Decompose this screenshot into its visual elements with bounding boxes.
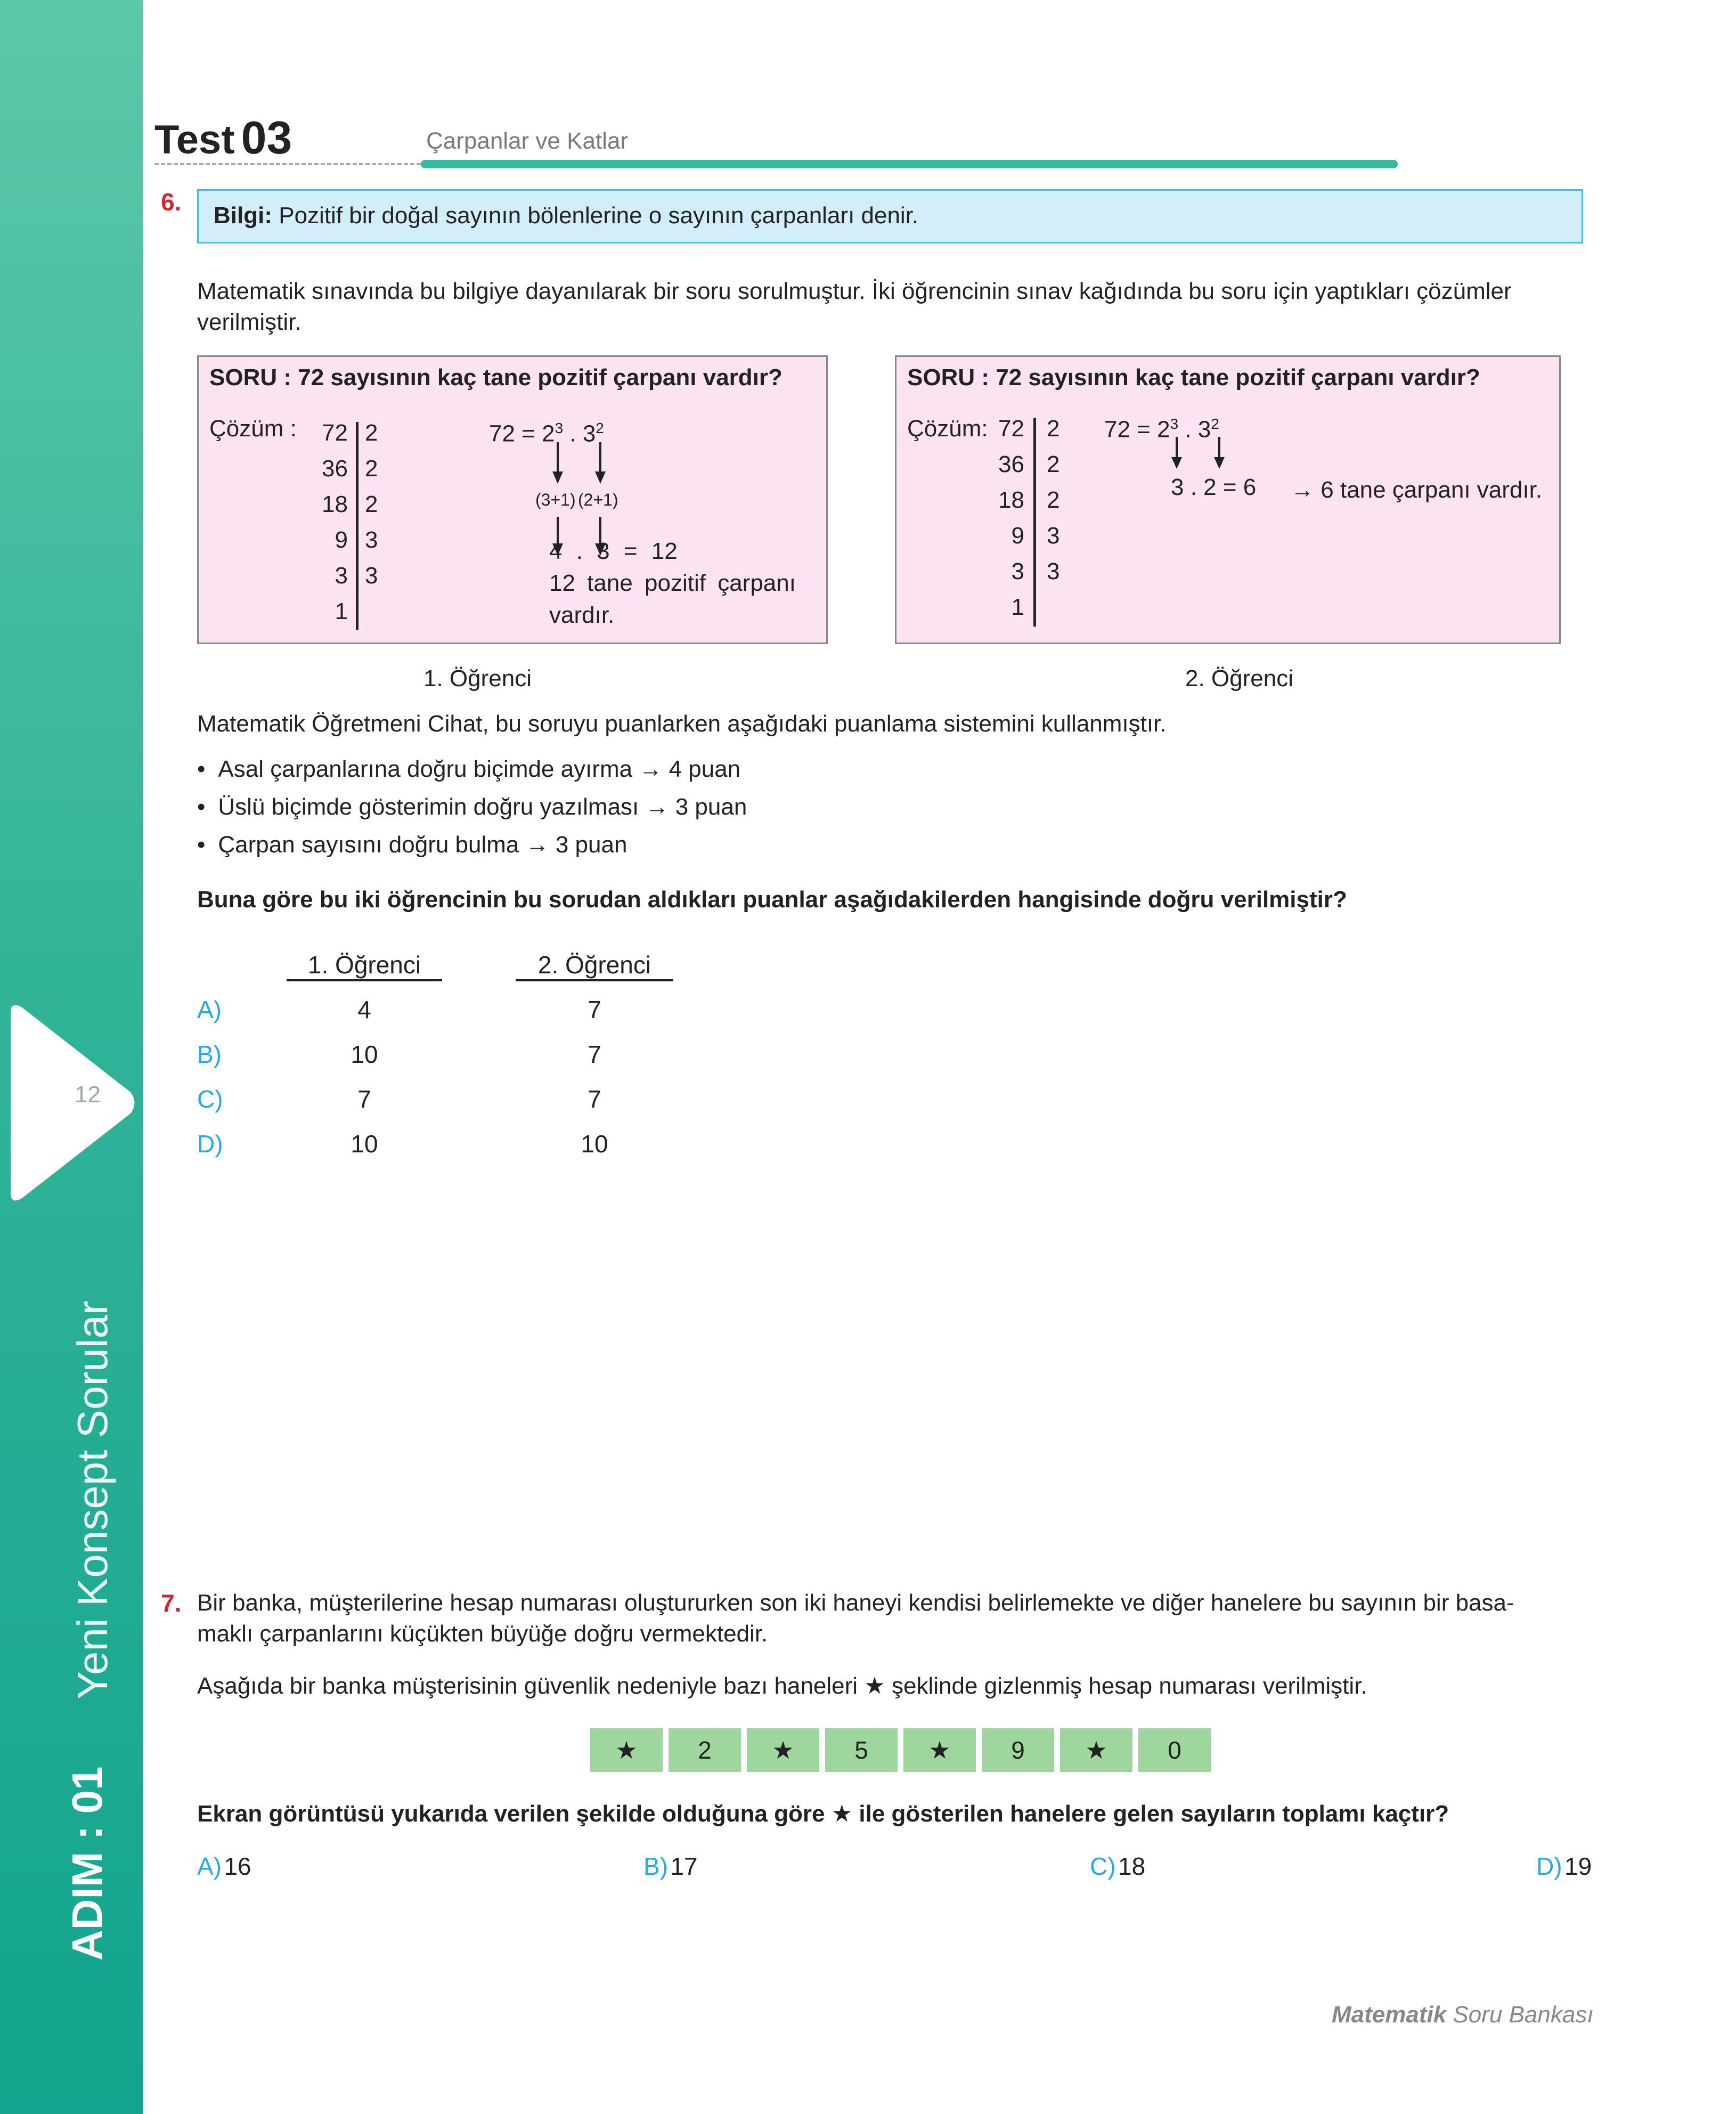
scoring-item (197, 754, 740, 785)
student1-division-row: 18 (322, 491, 348, 517)
option-row-a[interactable] (197, 995, 677, 1027)
option-value: 18 (1118, 1852, 1146, 1880)
student1-solution-label: Çözüm : (209, 416, 297, 442)
student2-division-row: 1 (1011, 594, 1024, 620)
scoring-text: Üslü biçimde gösterimin doğru yazılması → 3 puan (218, 794, 747, 820)
q7-question: Ekran görüntüsü yukarıda verilen şekilde olduğuna göre ★ ile gösterilen hanelere gelen sayıların toplamı kaçtır? (197, 1801, 1449, 1827)
footer-subject: Matematik (1332, 2002, 1447, 2028)
student2-caption: 2. Öğrenci (1185, 665, 1293, 692)
student2-division-row: 36 (998, 451, 1024, 477)
student1-division-row: 72 (322, 420, 348, 446)
account-digit-cell: ★ (903, 1728, 976, 1772)
sidebar (0, 0, 143, 2114)
bullet-icon: • (197, 832, 206, 858)
footer-book-title (1332, 2002, 1594, 2028)
student1-result-line2: vardır. (549, 602, 615, 628)
q6-intro-line2: verilmiştir. (197, 309, 301, 335)
dashed-divider (154, 163, 421, 165)
q7-option-d[interactable] (1536, 1852, 1592, 1881)
info-body: Pozitif bir doğal sayının bölenlerine o sayının çarpanları denir. (279, 202, 919, 229)
student1-divisor: 3 (365, 527, 378, 553)
scoring-item (197, 792, 747, 823)
q7-option-a[interactable] (197, 1852, 251, 1881)
test-number: 03 (241, 112, 292, 164)
option-letter: A) (197, 1852, 222, 1880)
expr-exponent: 3 (1170, 416, 1179, 432)
student1-solution-box (197, 355, 828, 644)
student1-division-row: 1 (335, 598, 348, 624)
student2-divisor: 3 (1047, 558, 1060, 584)
scoring-text: Çarpan sayısını doğru bulma → 3 puan (218, 832, 627, 858)
student1-question: SORU : 72 sayısının kaç tane pozitif çarpanı vardır? (209, 364, 783, 391)
q7-text-line2: maklı çarpanlarını küçükten büyüğe doğru vermektedir. (197, 1621, 768, 1647)
option-value-student1: 7 (357, 1085, 371, 1113)
option-value-student1: 10 (351, 1130, 378, 1158)
option-row-c[interactable] (197, 1085, 677, 1117)
test-word: Test (154, 117, 235, 162)
option-value-student2: 7 (588, 996, 601, 1023)
step-label: ADIM : 01 (63, 1766, 111, 1961)
option-letter: B) (643, 1852, 668, 1880)
scoring-text: Asal çarpanlarına doğru biçimde ayırma → 4 puan (218, 756, 741, 782)
student1-divisor: 2 (365, 491, 378, 517)
footer-book: Soru Bankası (1453, 2002, 1594, 2028)
student2-division-line (1033, 418, 1036, 627)
student1-division-row: 3 (335, 563, 348, 589)
expr-base: 72 = 2 (489, 420, 555, 447)
student2-question: SORU : 72 sayısının kaç tane pozitif çarpanı vardır? (907, 364, 1480, 391)
expr-mid: . 3 (569, 420, 596, 447)
option-value-student1: 4 (357, 996, 371, 1023)
student1-plus1: (3+1) (535, 490, 576, 509)
info-text (214, 202, 918, 229)
option-row-b[interactable] (197, 1040, 677, 1072)
table-header-student1: 1. Öğrenci (287, 950, 442, 981)
series-title: Yeni Konsept Sorular (69, 1300, 116, 1700)
q7-text2: Aşağıda bir banka müşterisinin güvenlik nedeniyle bazı haneleri ★ şeklinde gizlenmiş hesap numarası verilmiştir. (197, 1673, 1367, 1699)
account-digit-cell: ★ (590, 1728, 663, 1772)
test-title (154, 112, 292, 165)
student1-division-row: 36 (322, 456, 348, 482)
option-letter: D) (1536, 1852, 1562, 1880)
topic-title: Çarpanlar ve Katlar (426, 128, 629, 154)
account-digit-cell: ★ (747, 1728, 819, 1772)
student2-divisor: 3 (1047, 523, 1060, 549)
student1-division-line (356, 422, 358, 630)
q6-question: Buna göre bu iki öğrencinin bu sorudan aldıkları puanlar aşağıdakilerden hangisinde doğru verilmiştir? (197, 887, 1347, 913)
student2-division-row: 3 (1011, 558, 1024, 584)
option-letter: B) (197, 1040, 222, 1068)
info-label: Bilgi: (214, 202, 272, 229)
student1-caption: 1. Öğrenci (423, 665, 532, 692)
option-value: 19 (1564, 1852, 1592, 1880)
student2-product: 3 . 2 = 6 (1171, 474, 1257, 500)
q7-option-c[interactable] (1090, 1852, 1145, 1881)
student1-divisor: 3 (365, 563, 378, 589)
q7-option-b[interactable] (643, 1852, 698, 1881)
student2-divisor: 2 (1047, 451, 1060, 477)
student2-division-row: 18 (998, 487, 1024, 513)
account-digit-cell: 9 (982, 1728, 1054, 1772)
option-letter: C) (1090, 1852, 1116, 1880)
student2-result: → 6 tane çarpanı vardır. (1291, 477, 1543, 503)
expr-exponent: 3 (555, 420, 564, 436)
account-digit-cell: 0 (1138, 1728, 1211, 1772)
expr-mid: . 3 (1185, 416, 1211, 443)
scoring-item (197, 830, 627, 860)
page-marker-triangle (5, 1002, 138, 1204)
option-row-d[interactable] (197, 1129, 677, 1161)
student2-solution-label: Çözüm: (907, 416, 988, 442)
student1-divisor: 2 (365, 420, 378, 446)
bullet-icon: • (197, 794, 206, 820)
account-digit-cell: 2 (669, 1728, 741, 1772)
student2-divisor: 2 (1047, 416, 1060, 442)
table-header-student2: 2. Öğrenci (516, 950, 673, 981)
option-value-student2: 7 (588, 1040, 601, 1068)
student1-product: 4 . 3 = 12 (549, 538, 678, 564)
option-value: 16 (224, 1852, 251, 1880)
option-value-student2: 7 (588, 1085, 601, 1113)
student1-result-line1: 12 tane pozitif çarpanı (549, 570, 796, 596)
bullet-icon: • (197, 756, 206, 782)
topic-bar (421, 160, 1398, 168)
student2-solution-box (895, 355, 1561, 644)
expr-exponent: 2 (596, 420, 604, 436)
option-letter: C) (197, 1085, 223, 1113)
page-number: 12 (75, 1082, 101, 1108)
student2-division-row: 9 (1011, 523, 1024, 549)
expr-base: 72 = 2 (1104, 416, 1170, 443)
question-6-number: 6. (161, 188, 182, 216)
student2-division-row: 72 (998, 416, 1024, 442)
option-value: 17 (670, 1852, 698, 1880)
q7-text-line1: Bir banka, müşterilerine hesap numarası oluştururken son iki haneyi kendisi belirlemekte ve diğer hanelere bu sayının bir basa- (197, 1590, 1514, 1616)
option-value-student1: 10 (351, 1040, 378, 1068)
student1-divisor: 2 (365, 456, 378, 482)
account-digit-cell: ★ (1060, 1728, 1132, 1772)
question-7-number: 7. (161, 1589, 182, 1617)
expr-exponent: 2 (1211, 416, 1219, 432)
info-box (197, 189, 1583, 243)
q6-intro-line1: Matematik sınavında bu bilgiye dayanılarak bir soru sorulmuştur. İki öğrencinin sınav kağıdında bu soru için yaptıkları çözümler (197, 278, 1512, 304)
teacher-text: Matematik Öğretmeni Cihat, bu soruyu puanlarken aşağıdaki puanlama sistemini kullanmıştır. (197, 711, 1167, 737)
option-value-student2: 10 (581, 1130, 608, 1158)
student1-division-row: 9 (335, 527, 348, 553)
student1-plus2: (2+1) (578, 490, 618, 509)
account-digit-cell: 5 (825, 1728, 898, 1772)
option-letter: D) (197, 1130, 223, 1158)
option-letter: A) (197, 996, 222, 1023)
student2-divisor: 2 (1047, 487, 1060, 513)
